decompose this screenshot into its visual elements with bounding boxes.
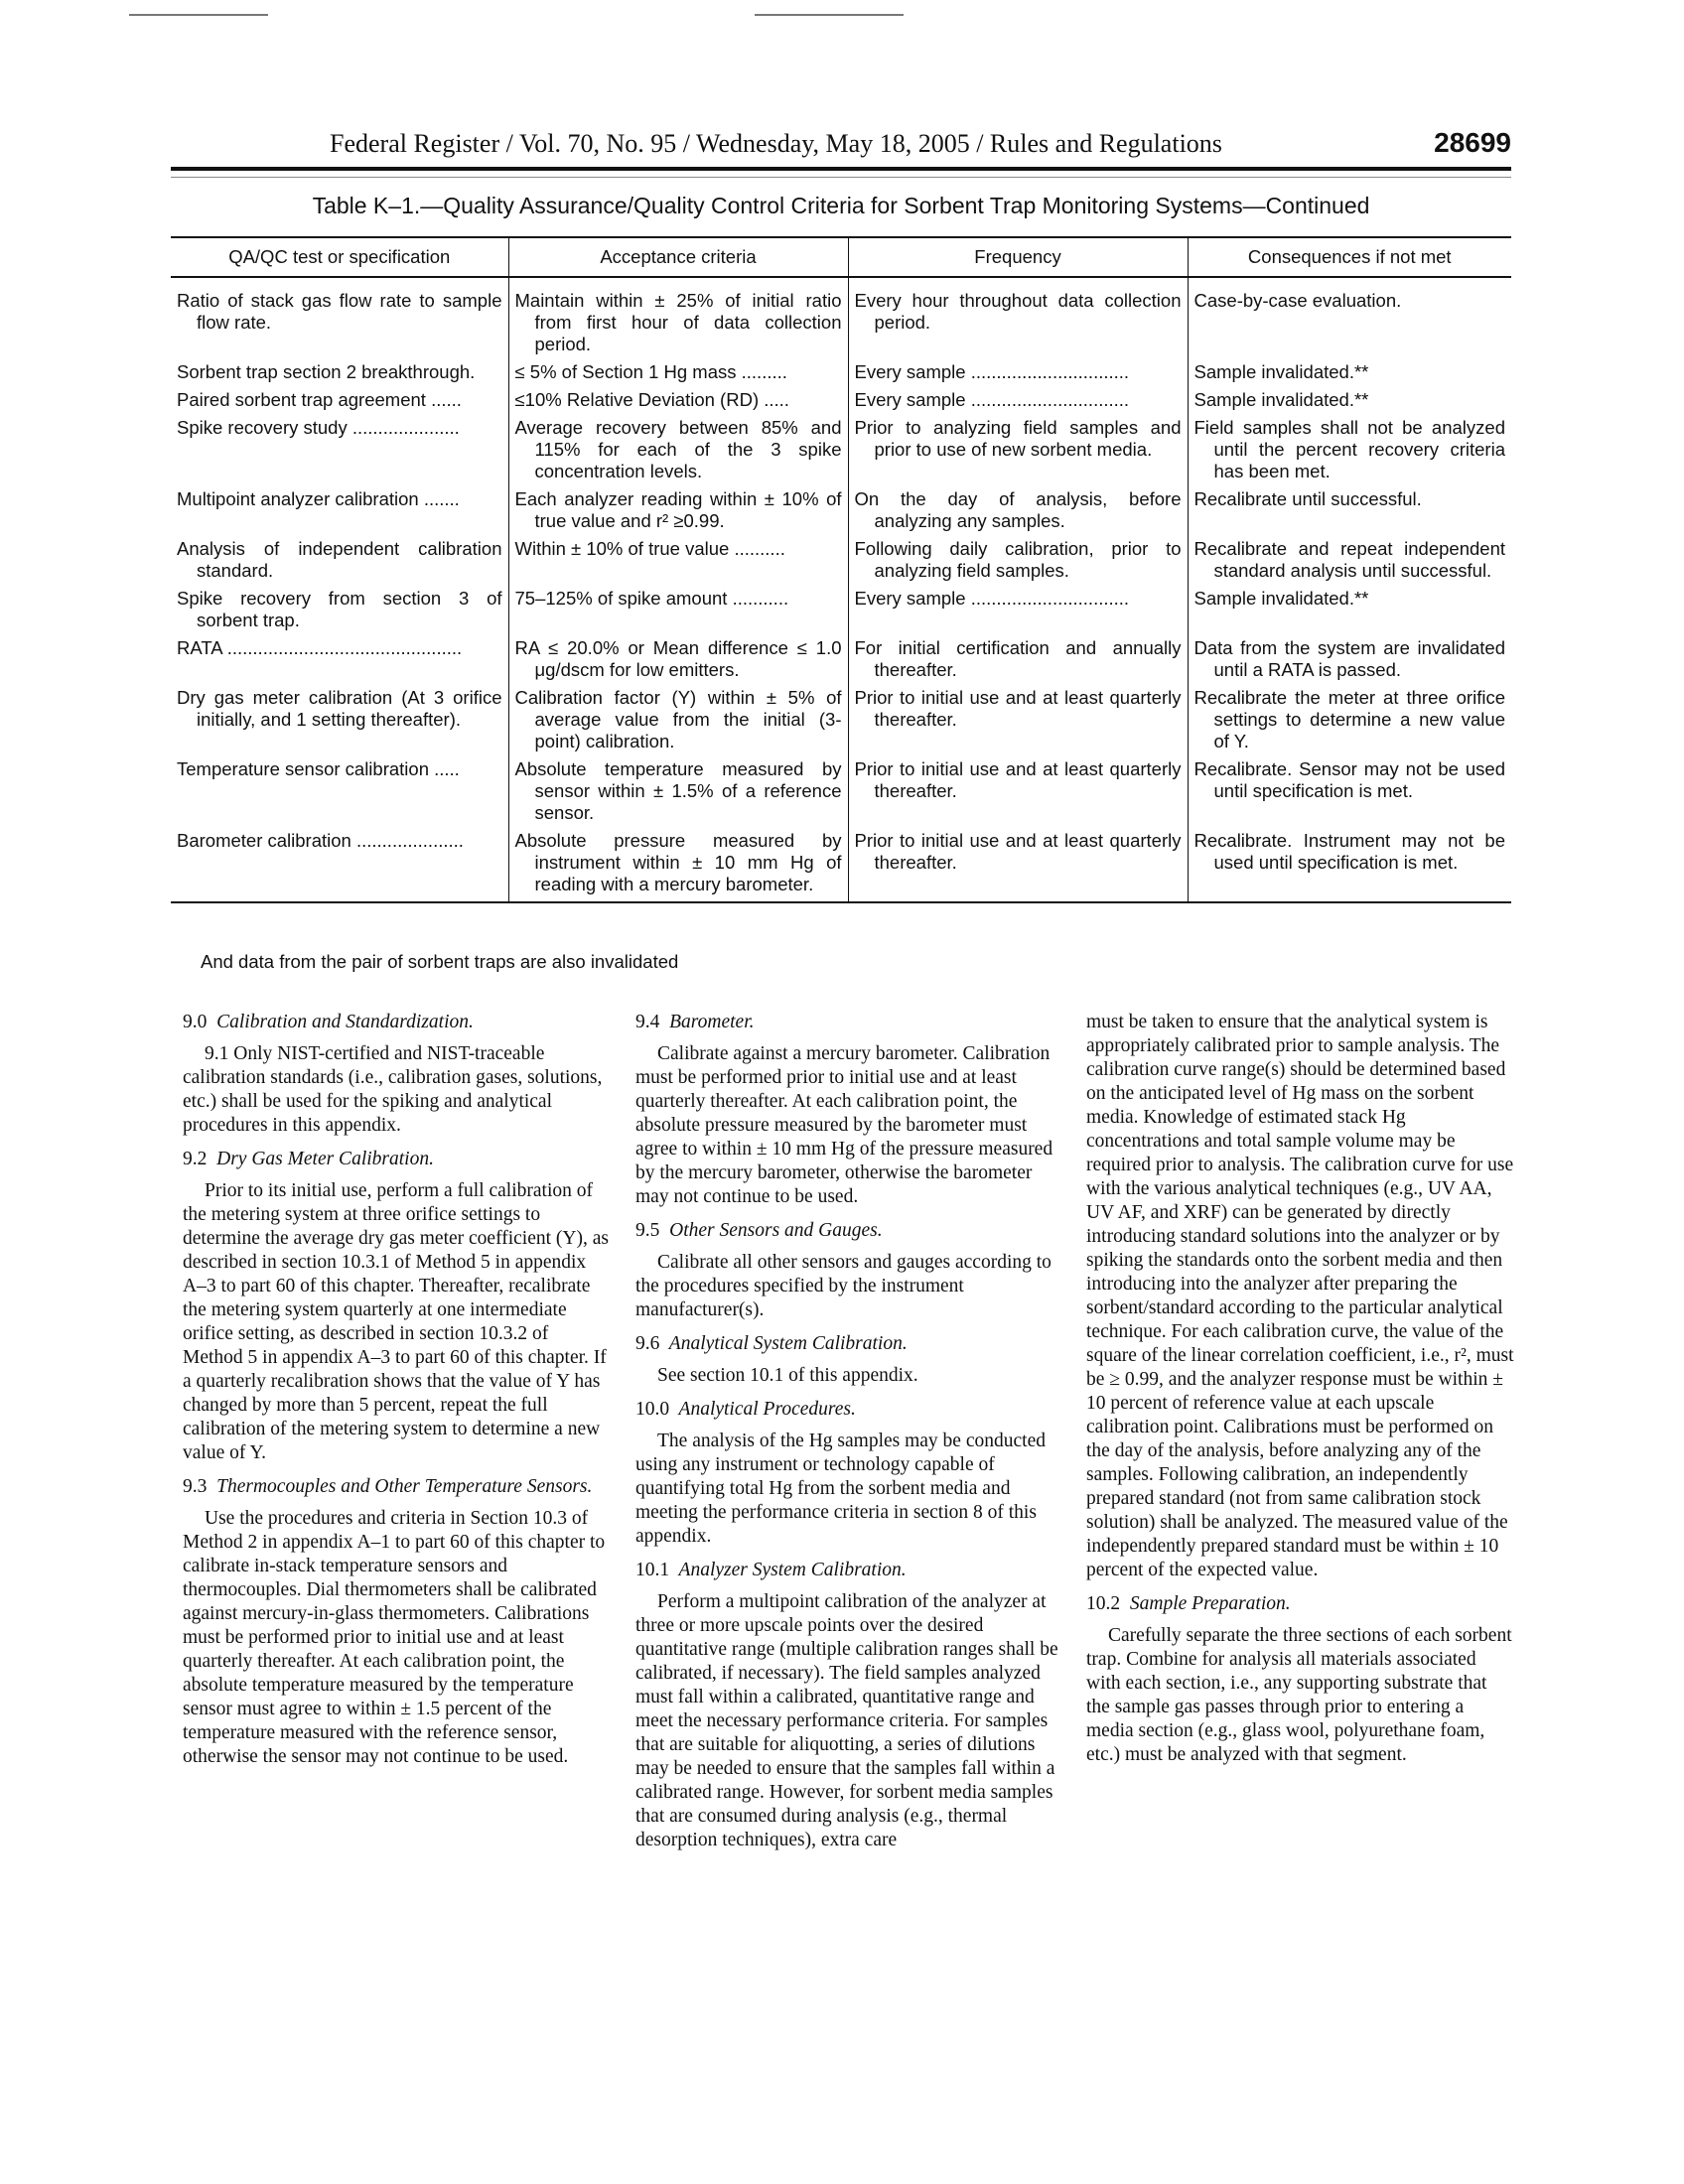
section-heading: 9.4 Barometer. bbox=[635, 1012, 755, 1032]
table-row bbox=[171, 535, 1511, 585]
table-cell: Prior to initial use and at least quarterly thereafter. bbox=[848, 684, 1188, 755]
paragraph: Calibrate against a mercury barometer. Calibration must be performed prior to initial use and at least quarterly thereafter. At each calibration point, the absolute pressure measured by the barometer must agree to within ± 10 mm Hg of the pressure measured by the mercury barometer, otherwise the barometer may not continue to be used. bbox=[635, 1043, 1053, 1207]
section-heading: 9.6 Analytical System Calibration. bbox=[635, 1333, 908, 1354]
text-column-left bbox=[183, 1011, 612, 1779]
table-cell: Multipoint analyzer calibration ....... bbox=[171, 485, 508, 535]
table-row bbox=[171, 277, 1511, 358]
table-row bbox=[171, 358, 1511, 386]
table-cell: Case-by-case evaluation. bbox=[1193, 290, 1402, 311]
paragraph: Calibrate all other sensors and gauges according to the procedures specified by the instrument manufacturer(s). bbox=[635, 1252, 1052, 1320]
column-header: QA/QC test or specification bbox=[171, 237, 508, 277]
page-number: 28699 bbox=[1434, 127, 1511, 158]
table-row bbox=[171, 414, 1511, 485]
column-header: Consequences if not met bbox=[1188, 237, 1511, 277]
paragraph: must be taken to ensure that the analytical system is appropriately calibrated prior to sample analysis. The calibration curve range(s) should be determined based on the anticipated level of Hg mass on the sorbent media. Knowledge of estimated stack Hg concentrations and total sample volume may be required prior to analysis. The calibration curve for use with the various analytical techniques (e.g., UV AA, UV AF, and XRF) can be generated by directly introducing standard solutions into the analyzer or by spiking the standards onto the sorbent media and then introducing into the analyzer after preparing the sorbent/standard according to the particular analytical technique. For each calibration curve, the value of the square of the linear correlation coefficient, i.e., r², must be ≥ 0.99, and the analyzer response must be within ± 10 percent of reference value at each upscale calibration point. Calibrations must be performed on the day of the analysis, before analyzing any of the samples. Following calibration, an independently prepared standard (not from same calibration stock solution) shall be analyzed. The measured value of the independently prepared standard must be within ± 10 percent of the expected value. bbox=[1086, 1012, 1514, 1580]
table-cell: Every hour throughout data collection period. bbox=[848, 277, 1188, 358]
table-cell: 75–125% of spike amount ........... bbox=[508, 585, 848, 634]
table-cell: Every sample ............................... bbox=[848, 585, 1188, 634]
column-header: Acceptance criteria bbox=[508, 237, 848, 277]
table-row bbox=[171, 827, 1511, 902]
paragraph: The analysis of the Hg samples may be conducted using any instrument or technology capable of quantifying total Hg from the sorbent media and meeting the performance criteria in section 8 of this appendix. bbox=[635, 1431, 1046, 1547]
table-cell: Recalibrate. Sensor may not be used until specification is met. bbox=[1193, 758, 1505, 801]
paragraph: Use the procedures and criteria in Section 10.3 of Method 2 in appendix A–1 to part 60 of this chapter to calibrate in-stack temperature sensors and thermocouples. Dial thermometers shall be calibrated against mercury-in-glass thermometers. Calibrations must be performed prior to initial use and at least quarterly thereafter. At each calibration point, the absolute temperature measured by the temperature sensor must agree to within ± 1.5 percent of the temperature measured with the reference sensor, otherwise the sensor may not continue to be used. bbox=[183, 1508, 606, 1767]
table-cell: Every sample ............................... bbox=[848, 358, 1188, 386]
paragraph: 9.1 Only NIST-certified and NIST-traceable calibration standards (i.e., calibration gases, solutions, etc.) shall be used for the spiking and analytical procedures in this appendix. bbox=[183, 1043, 603, 1136]
table-header-row bbox=[171, 237, 1511, 277]
table-cell: Recalibrate. Instrument may not be used until specification is met. bbox=[1188, 827, 1511, 902]
page-header bbox=[171, 121, 1511, 163]
table-cell: Ratio of stack gas flow rate to sample flow rate. bbox=[171, 277, 508, 358]
table-cell: Recalibrate the meter at three orifice settings to determine a new value of Y. bbox=[1193, 687, 1505, 751]
section-heading: 9.0 Calibration and Standardization. bbox=[183, 1012, 474, 1032]
column-header: Frequency bbox=[848, 237, 1188, 277]
scan-edge-line bbox=[129, 14, 268, 16]
table-row bbox=[171, 684, 1511, 755]
table-cell: Sample invalidated.** bbox=[1193, 389, 1369, 410]
table-cell: Prior to initial use and at least quarterly thereafter. bbox=[848, 827, 1188, 902]
table-cell: Dry gas meter calibration (At 3 orifice initially, and 1 setting thereafter). bbox=[171, 684, 508, 755]
table-cell: Sample invalidated.** bbox=[1193, 361, 1369, 382]
table-title: Table K–1.—Quality Assurance/Quality Control Criteria for Sorbent Trap Monitoring Systems—Continued bbox=[312, 193, 1370, 218]
section-heading: 10.2 Sample Preparation. bbox=[1086, 1593, 1291, 1614]
table-cell: RATA .............................................. bbox=[171, 634, 508, 684]
table-cell: Barometer calibration ..................... bbox=[171, 827, 508, 902]
paragraph: Prior to its initial use, perform a full calibration of the metering system at three orifice settings to determine the average dry gas meter coefficient (Y), as described in section 10.3.1 of Method 5 in appendix A–3 to part 60 of this chapter. Thereafter, recalibrate the metering system quarterly at one intermediate orifice setting, as described in section 10.3.2 of Method 5 in appendix A–3 to part 60 of this chapter. If a quarterly recalibration shows that the value of Y has changed by more than 5 percent, repeat the full calibration of the metering system to determine a new value of Y. bbox=[183, 1180, 609, 1463]
text-column-middle bbox=[635, 1011, 1062, 1862]
table-cell: Prior to initial use and at least quarterly thereafter. bbox=[848, 755, 1188, 827]
header-rule-thin bbox=[171, 177, 1511, 178]
table-cell: Temperature sensor calibration ..... bbox=[171, 755, 508, 827]
table-cell: Calibration factor (Y) within ± 5% of average value from the initial (3-point) calibration. bbox=[508, 684, 848, 755]
table-row bbox=[171, 634, 1511, 684]
table-cell: Spike recovery study ..................... bbox=[171, 414, 508, 485]
table-cell: Field samples shall not be analyzed until the percent recovery criteria has been met. bbox=[1193, 417, 1505, 481]
table-cell: Average recovery between 85% and 115% for each of the 3 spike concentration levels. bbox=[508, 414, 848, 485]
table-cell: Paired sorbent trap agreement ...... bbox=[171, 386, 508, 414]
section-heading: 9.5 Other Sensors and Gauges. bbox=[635, 1220, 883, 1241]
running-head: Federal Register / Vol. 70, No. 95 / Wednesday, May 18, 2005 / Rules and Regulations bbox=[330, 129, 1222, 158]
scan-edge-line bbox=[755, 14, 904, 16]
table-cell: Data from the system are invalidated until a RATA is passed. bbox=[1193, 637, 1505, 680]
table-footnote: And data from the pair of sorbent traps are also invalidated bbox=[201, 951, 679, 972]
paragraph: See section 10.1 of this appendix. bbox=[657, 1365, 918, 1386]
paragraph: Perform a multipoint calibration of the analyzer at three or more upscale points over the desired quantitative range (multiple calibration ranges shall be calibrated, if necessary). The field samples analyzed must fall within a calibrated, quantitative range and meet the necessary performance criteria. For samples that are suitable for aliquotting, a series of dilutions may be needed to ensure that the samples fall within a calibrated range. However, for sorbent media samples that are consumed during analysis (e.g., thermal desorption techniques), extra care bbox=[635, 1591, 1058, 1850]
text-column-right bbox=[1086, 1011, 1515, 1777]
table-cell: Maintain within ± 25% of initial ratio from first hour of data collection period. bbox=[508, 277, 848, 358]
table-cell: Following daily calibration, prior to analyzing field samples. bbox=[848, 535, 1188, 585]
table-cell: Recalibrate and repeat independent standard analysis until successful. bbox=[1193, 538, 1505, 581]
section-heading: 10.0 Analytical Procedures. bbox=[635, 1399, 856, 1420]
table-cell: Prior to analyzing field samples and prior to use of new sorbent media. bbox=[848, 414, 1188, 485]
table-cell: Within ± 10% of true value .......... bbox=[508, 535, 848, 585]
table-cell: Every sample ............................... bbox=[848, 386, 1188, 414]
section-heading: 9.3 Thermocouples and Other Temperature Sensors. bbox=[183, 1476, 593, 1497]
table-cell: Spike recovery from section 3 of sorbent trap. bbox=[171, 585, 508, 634]
table-row bbox=[171, 585, 1511, 634]
table-cell: Each analyzer reading within ± 10% of true value and r² ≥0.99. bbox=[508, 485, 848, 535]
table-cell: Absolute temperature measured by sensor within ± 1.5% of a reference sensor. bbox=[508, 755, 848, 827]
section-heading: 9.2 Dry Gas Meter Calibration. bbox=[183, 1149, 434, 1169]
table-cell: On the day of analysis, before analyzing any samples. bbox=[848, 485, 1188, 535]
table-cell: Analysis of independent calibration standard. bbox=[171, 535, 508, 585]
section-heading: 10.1 Analyzer System Calibration. bbox=[635, 1560, 907, 1580]
header-rule bbox=[171, 167, 1511, 171]
qa-qc-table bbox=[171, 236, 1511, 903]
table-cell: Sample invalidated.** bbox=[1193, 588, 1369, 609]
table-row bbox=[171, 386, 1511, 414]
table-cell: RA ≤ 20.0% or Mean difference ≤ 1.0 μg/dscm for low emitters. bbox=[508, 634, 848, 684]
table-cell: Absolute pressure measured by instrument within ± 10 mm Hg of reading with a mercury barometer. bbox=[508, 827, 848, 902]
paragraph: Carefully separate the three sections of each sorbent trap. Combine for analysis all materials associated with each section, i.e., any supporting substrate that the sample gas passes through prior to entering a media section (e.g., glass wool, polyurethane foam, etc.) must be analyzed with that segment. bbox=[1086, 1625, 1512, 1765]
table-cell: For initial certification and annually thereafter. bbox=[848, 634, 1188, 684]
table-cell: Recalibrate until successful. bbox=[1193, 488, 1422, 509]
table-cell: Sorbent trap section 2 breakthrough. bbox=[171, 358, 508, 386]
table-cell: ≤ 5% of Section 1 Hg mass ......... bbox=[508, 358, 848, 386]
table-row bbox=[171, 485, 1511, 535]
table-cell: ≤10% Relative Deviation (RD) ..... bbox=[508, 386, 848, 414]
table-row bbox=[171, 755, 1511, 827]
